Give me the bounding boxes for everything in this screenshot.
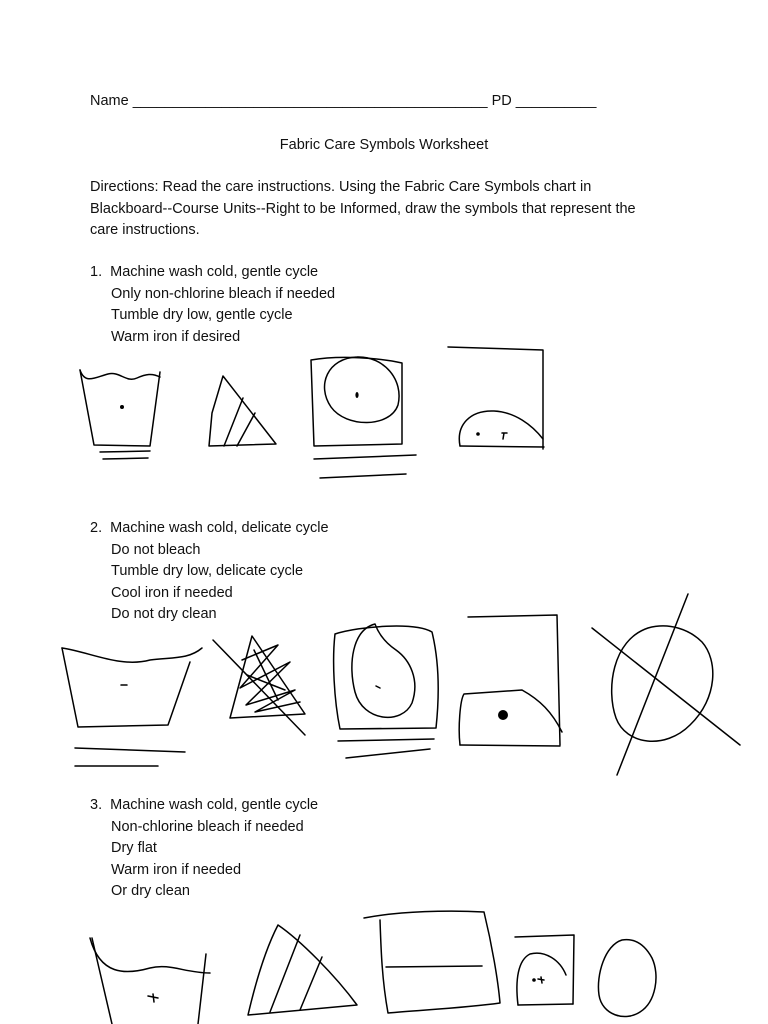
item-line: Dry flat <box>111 840 157 856</box>
item-line: Do not dry clean <box>111 606 217 622</box>
directions <box>90 177 636 242</box>
name-blank[interactable]: ____________________________________________ <box>132 93 488 109</box>
wash-tub-icon <box>62 648 202 766</box>
instruction-item-3 <box>90 795 318 903</box>
item-line: Or dry clean <box>111 883 190 899</box>
item-line: Machine wash cold, gentle cycle <box>110 264 319 280</box>
directions-line-1: Directions: Read the care instructions. Using the Fabric Care Symbols chart in <box>90 179 592 195</box>
pd-label: PD <box>491 93 512 109</box>
dry-clean-icon <box>598 940 656 1017</box>
item-number: 2. <box>90 520 103 536</box>
item-line: Only non-chlorine bleach if needed <box>111 285 336 302</box>
item-line: Warm iron if needed <box>111 861 242 878</box>
item-line: Cool iron if needed <box>111 584 233 601</box>
wash-tub-icon <box>90 938 210 1024</box>
pd-blank[interactable]: __________ <box>515 93 597 109</box>
wash-tub-icon <box>80 370 160 459</box>
tumble-dry-icon <box>334 624 439 758</box>
dry-flat-icon <box>364 911 500 1013</box>
item-line: Tumble dry low, delicate cycle <box>111 563 304 579</box>
worksheet-title: Fabric Care Symbols Worksheet <box>279 137 489 153</box>
name-line <box>90 93 596 109</box>
item-line: Machine wash cold, gentle cycle <box>110 797 319 813</box>
item-number: 1. <box>90 264 103 280</box>
no-dry-clean-icon <box>592 594 740 775</box>
instruction-item-1 <box>90 262 335 348</box>
name-label: Name <box>90 93 129 109</box>
iron-icon <box>448 347 544 449</box>
directions-line-3: care instructions. <box>90 222 200 238</box>
item-number: 3. <box>90 797 103 813</box>
instruction-item-2 <box>90 518 329 626</box>
no-bleach-icon <box>213 636 305 735</box>
item-line: Do not bleach <box>111 541 201 558</box>
item-line: Tumble dry low, gentle cycle <box>111 307 293 323</box>
bleach-triangle-icon <box>209 376 276 446</box>
tumble-dry-icon <box>311 357 416 478</box>
directions-line-2: Blackboard--Course Units--Right to be Informed, draw the symbols that represent the <box>90 200 636 217</box>
iron-icon <box>459 615 562 746</box>
item-line: Warm iron if desired <box>111 328 241 345</box>
item-line: Non-chlorine bleach if needed <box>111 818 304 835</box>
bleach-triangle-icon <box>248 925 357 1015</box>
iron-icon <box>515 935 574 1005</box>
item-line: Machine wash cold, delicate cycle <box>110 520 329 536</box>
